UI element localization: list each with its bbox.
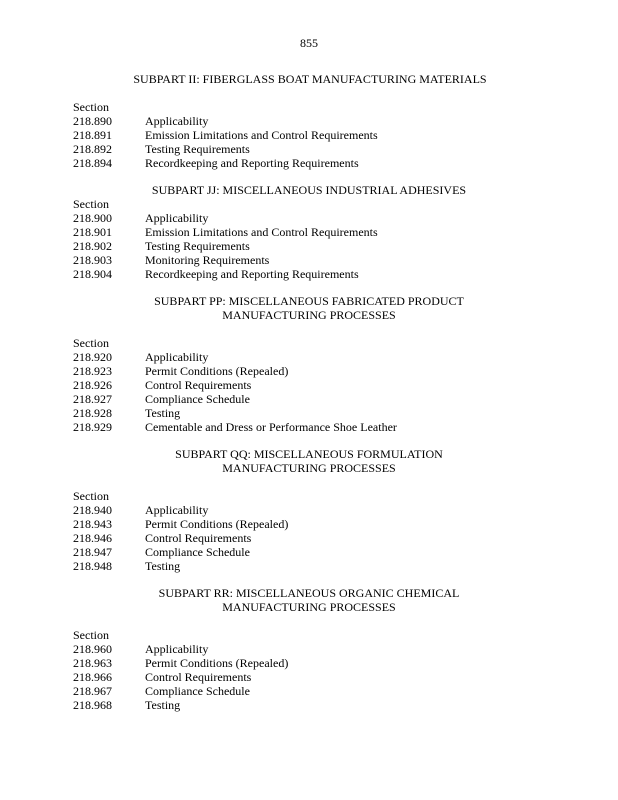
section-row — [0, 225, 618, 239]
section-title: Compliance Schedule — [145, 392, 250, 406]
section-title: Testing Requirements — [145, 239, 250, 253]
section-row — [0, 114, 618, 128]
section-row — [0, 142, 618, 156]
section-row — [0, 420, 618, 434]
section-row — [0, 350, 618, 364]
section-title: Permit Conditions (Repealed) — [145, 656, 289, 670]
section-number: 218.920 — [73, 350, 112, 364]
section-number: 218.947 — [73, 545, 112, 559]
section-number: 218.929 — [73, 420, 112, 434]
section-number: 218.940 — [73, 503, 112, 517]
section-number: 218.963 — [73, 656, 112, 670]
section-number: 218.894 — [73, 156, 112, 170]
section-row — [0, 545, 618, 559]
section-list — [0, 114, 618, 170]
section-row — [0, 253, 618, 267]
section-title: Testing Requirements — [145, 142, 250, 156]
section-number: 218.923 — [73, 364, 112, 378]
subpart-heading — [0, 294, 618, 322]
section-row — [0, 267, 618, 281]
section-row — [0, 239, 618, 253]
section-number: 218.904 — [73, 267, 112, 281]
subpart-heading — [0, 586, 618, 614]
page-number: 855 — [300, 36, 318, 50]
subpart-heading-line: SUBPART QQ: MISCELLANEOUS FORMULATION — [175, 447, 443, 461]
subpart-heading — [0, 447, 618, 475]
section-number: 218.902 — [73, 239, 112, 253]
subpart-qq — [0, 447, 618, 573]
section-row — [0, 559, 618, 573]
section-number: 218.943 — [73, 517, 112, 531]
subpart-heading-line: MANUFACTURING PROCESSES — [222, 600, 396, 614]
section-title: Applicability — [145, 503, 209, 517]
section-title: Applicability — [145, 211, 209, 225]
section-number: 218.901 — [73, 225, 112, 239]
section-number: 218.948 — [73, 559, 112, 573]
section-title: Recordkeeping and Reporting Requirements — [145, 267, 359, 281]
section-title: Applicability — [145, 642, 209, 656]
section-number: 218.968 — [73, 698, 112, 712]
section-row — [0, 406, 618, 420]
section-title: Testing — [145, 698, 181, 712]
section-number: 218.892 — [73, 142, 112, 156]
section-title: Compliance Schedule — [145, 545, 250, 559]
section-number: 218.966 — [73, 670, 112, 684]
section-title: Emission Limitations and Control Requirements — [145, 128, 378, 142]
section-number: 218.926 — [73, 378, 112, 392]
section-list — [0, 642, 618, 712]
section-title: Applicability — [145, 114, 209, 128]
subpart-heading — [0, 72, 618, 86]
section-number: 218.960 — [73, 642, 112, 656]
section-title: Compliance Schedule — [145, 684, 250, 698]
subpart-heading-line: MANUFACTURING PROCESSES — [222, 308, 396, 322]
section-number: 218.891 — [73, 128, 112, 142]
section-row — [0, 503, 618, 517]
section-label: Section — [73, 489, 109, 503]
section-title: Control Requirements — [145, 378, 252, 392]
section-title: Monitoring Requirements — [145, 253, 270, 267]
section-row — [0, 364, 618, 378]
section-row — [0, 211, 618, 225]
section-number: 218.946 — [73, 531, 112, 545]
section-row — [0, 392, 618, 406]
section-label: Section — [73, 336, 109, 350]
section-title: Applicability — [145, 350, 209, 364]
section-title: Control Requirements — [145, 670, 252, 684]
subpart-heading-line: SUBPART JJ: MISCELLANEOUS INDUSTRIAL ADHESIVES — [151, 183, 467, 197]
subpart-heading-line: SUBPART II: FIBERGLASS BOAT MANUFACTURING MATERIALS — [133, 72, 487, 86]
section-row — [0, 128, 618, 142]
section-title: Recordkeeping and Reporting Requirements — [145, 156, 359, 170]
section-title: Permit Conditions (Repealed) — [145, 364, 289, 378]
section-number: 218.900 — [73, 211, 112, 225]
section-row — [0, 156, 618, 170]
section-row — [0, 684, 618, 698]
section-title: Emission Limitations and Control Requirements — [145, 225, 378, 239]
section-number: 218.967 — [73, 684, 112, 698]
section-list — [0, 350, 618, 434]
section-title: Testing — [145, 406, 181, 420]
section-title: Testing — [145, 559, 181, 573]
section-label: Section — [73, 100, 109, 114]
section-list — [0, 503, 618, 573]
section-row — [0, 378, 618, 392]
section-row — [0, 531, 618, 545]
subpart-pp — [0, 294, 618, 434]
section-number: 218.903 — [73, 253, 112, 267]
section-label: Section — [73, 628, 109, 642]
subpart-heading-line: SUBPART PP: MISCELLANEOUS FABRICATED PRODUCT — [154, 294, 464, 308]
section-label: Section — [73, 197, 109, 211]
section-title: Permit Conditions (Repealed) — [145, 517, 289, 531]
subpart-heading-line: MANUFACTURING PROCESSES — [222, 461, 396, 475]
section-row — [0, 698, 618, 712]
subpart-ii — [0, 72, 618, 170]
subpart-rr — [0, 586, 618, 712]
section-number: 218.927 — [73, 392, 112, 406]
subpart-jj — [0, 183, 618, 281]
section-row — [0, 642, 618, 656]
section-number: 218.928 — [73, 406, 112, 420]
subpart-heading-line: SUBPART RR: MISCELLANEOUS ORGANIC CHEMICAL — [158, 586, 460, 600]
section-row — [0, 670, 618, 684]
section-row — [0, 517, 618, 531]
section-title: Control Requirements — [145, 531, 252, 545]
section-number: 218.890 — [73, 114, 112, 128]
section-list — [0, 211, 618, 281]
section-title: Cementable and Dress or Performance Shoe Leather — [145, 420, 397, 434]
section-row — [0, 656, 618, 670]
subpart-heading — [0, 183, 618, 197]
